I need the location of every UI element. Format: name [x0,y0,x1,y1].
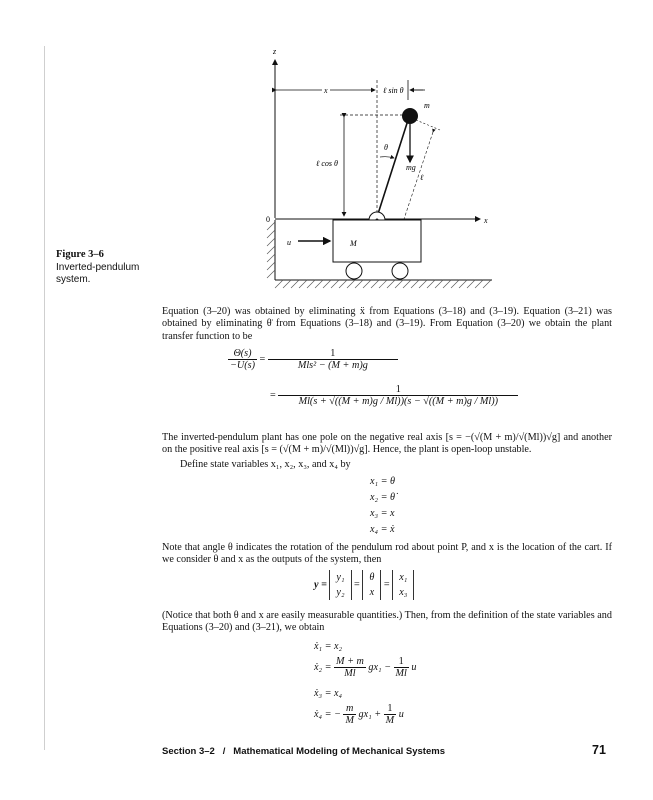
figure-number: Figure 3–6 [56,249,104,260]
margin-rule [44,46,45,750]
wheel-left [346,263,362,279]
state-eq-1: ẋ₁ = x₂ [314,641,343,652]
figure-caption-text: Inverted-pendulum system. [56,261,140,285]
u-label: u [287,238,291,247]
x-axis-label: x [484,216,488,225]
transfer-function-line-2: = $\frac{1}{Ml(s + √((M + m)g / Ml))(s - √((M + m)g / Ml))}$ [270,384,518,407]
state-eq-3: ẋ₃ = x₄ [314,688,343,699]
figure-caption [56,249,156,287]
z-label: z [273,47,277,56]
paragraph-1: Equation (3–20) was obtained by eliminating ẍ from Equations (3–18) and (3–19). Equation (3–21) was obtained by eliminating θ̈ from Equations (3–18) and (3–19). From Equation (3–20) we obtain the plant transfer function to be [162,306,612,342]
paragraph-4: Note that angle θ indicates the rotation of the pendulum rod about point P, and x is the location of the cart. If we consider θ and x as the outputs of the system, then [162,542,612,566]
pendulum-rod [377,117,409,217]
output-equation: y = y₁ y₂ = θ x = x₁ x₃ [314,570,414,600]
l-sin-label: ℓ sin θ [383,86,404,95]
x-dim-label: x [324,86,328,95]
m-label: m [424,101,430,110]
paragraph-2: The inverted-pendulum plant has one pole on the negative real axis [s = −(√(M + m)/√(Ml))√g] and another on the positive real axis [s = (√(M + m)/√(Ml))√g]. Hence, the plant is open-loop unstable. [162,432,612,456]
M-label: M [350,239,357,248]
positive-pole: [s = (√(M + m)/√(Ml))√g] [261,444,368,456]
pendulum-bob [402,108,418,124]
page-number: 71 [592,743,606,757]
cart-M [333,220,421,262]
l-cos-label: ℓ cos θ [316,159,338,168]
mg-label: mg [406,163,416,172]
state-eq-2: ẋ₂ = $\frac{M + m}{Ml}$ gx₁ − $\frac{1}{Ml}$ u [314,656,417,679]
origin-label: 0 [266,215,270,224]
state-def-3: x₃ = x [370,508,395,519]
state-def-2: x₂ = θ̇ [370,492,396,503]
l-label: ℓ [420,173,424,182]
theta-label: θ [384,143,388,152]
negative-pole: [s = −(√(M + m)/√(Ml))√g] [445,432,561,443]
transfer-function-line-1: $\frac{\Theta(s)}{-U(s)}$ = $\frac{1}{\text{Mls² − (M + m)g}}$ [228,348,398,371]
paragraph-3: Define state variables x₁, x₂, x₃, and x₄ by [180,459,351,470]
wheel-right [392,263,408,279]
state-eq-4: ẋ₄ = − $\frac{m}{M}$ gx₁ + $\frac{1}{M}$ u [314,703,404,726]
paragraph-5: (Notice that both θ and x are easily measurable quantities.) Then, from the definition of the state variables and Equations (3–20) and (3–21), we obtain [162,610,612,634]
inverted-pendulum-diagram [250,40,510,290]
state-def-1: x₁ = θ [370,476,396,487]
running-footer: Section 3–2 / Mathematical Modeling of Mechanical Systems [162,746,445,757]
state-def-4: x₄ = ẋ [370,524,395,535]
